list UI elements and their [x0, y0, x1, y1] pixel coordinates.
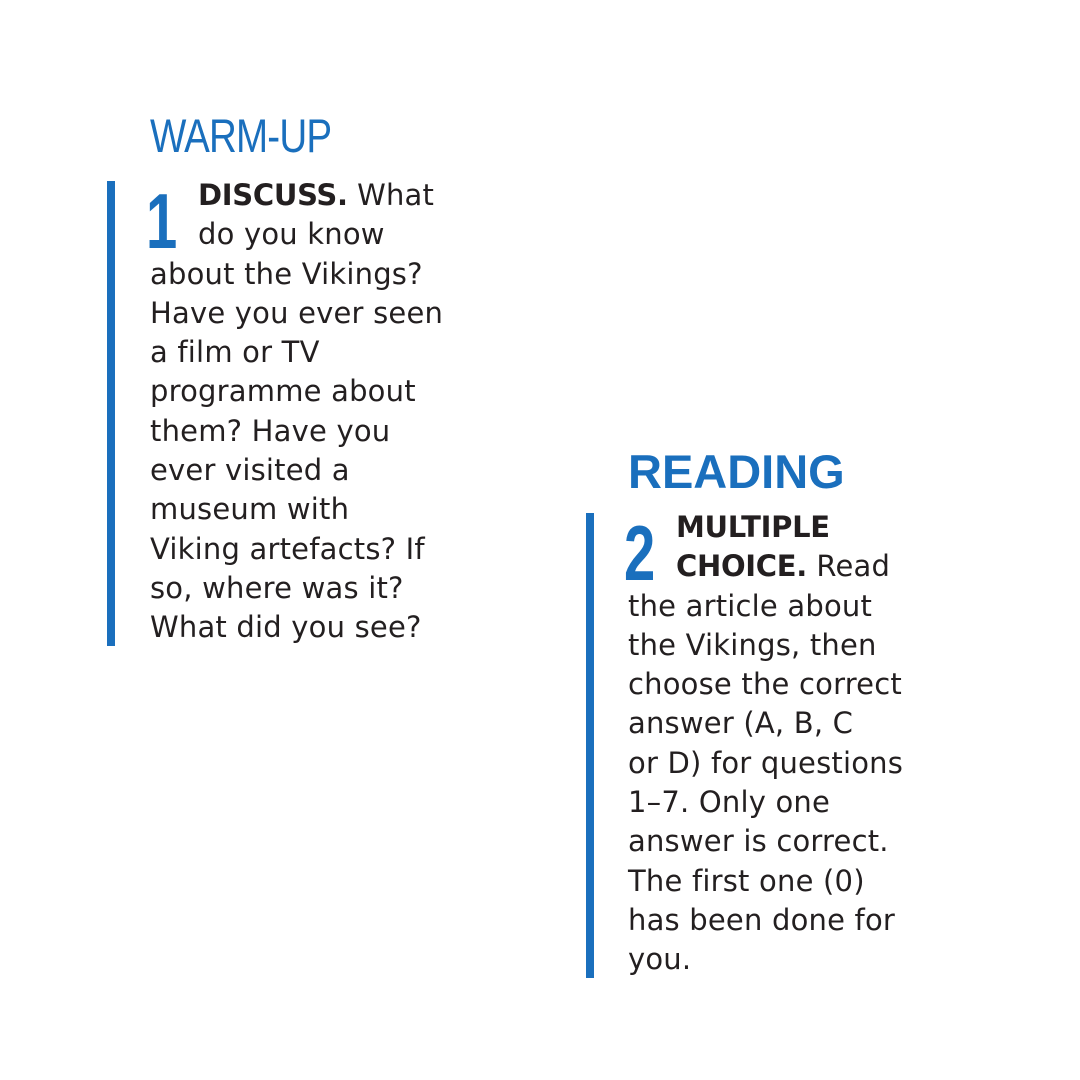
exercise-2-line: 1–7. Only one	[628, 785, 831, 820]
exercise-1-line: do you know	[198, 217, 385, 252]
reading-heading: READING	[628, 445, 845, 498]
exercise-2-line: the article about	[628, 588, 873, 623]
exercise-1-line: museum with	[150, 492, 350, 527]
exercise-2-line: answer (A, B, C	[628, 706, 854, 741]
exercise-2-line: has been done for	[628, 902, 896, 937]
exercise-1-line: DISCUSS. What	[198, 178, 435, 212]
exercise-1-line: What did you see?	[150, 610, 422, 645]
exercise-1-line: about the Vikings?	[150, 256, 423, 291]
reading-rule	[586, 513, 594, 978]
exercise-1-line: programme about	[150, 374, 416, 409]
exercise-2-text	[628, 508, 968, 980]
exercise-1-line: Have you ever seen	[150, 295, 444, 330]
exercise-1-text	[150, 176, 490, 648]
exercise-2-label-line2: CHOICE.	[676, 549, 808, 584]
warmup-rule	[107, 181, 115, 646]
exercise-2-line: choose the correct	[628, 667, 902, 702]
exercise-1-line: so, where was it?	[150, 570, 404, 605]
exercise-1-line: a film or TV	[150, 335, 320, 370]
exercise-2-label-line1: MULTIPLE	[676, 510, 830, 544]
exercise-2-line: or D) for questions	[628, 745, 904, 780]
exercise-number-2: 2	[624, 509, 656, 597]
exercise-2-line: CHOICE. Read	[676, 549, 891, 584]
warmup-heading: WARM-UP	[150, 109, 332, 162]
exercise-1-line: Viking artefacts? If	[150, 531, 425, 566]
exercise-2-line: The first one (0)	[628, 863, 865, 898]
exercise-1-line: ever visited a	[150, 453, 350, 488]
exercise-2-line: you.	[628, 942, 692, 977]
exercise-number-1: 1	[146, 177, 178, 265]
exercise-1-label: DISCUSS.	[198, 178, 348, 212]
exercise-1-line: them? Have you	[150, 413, 391, 448]
exercise-2-line: answer is correct.	[628, 824, 889, 859]
exercise-2-line: the Vikings, then	[628, 627, 877, 662]
